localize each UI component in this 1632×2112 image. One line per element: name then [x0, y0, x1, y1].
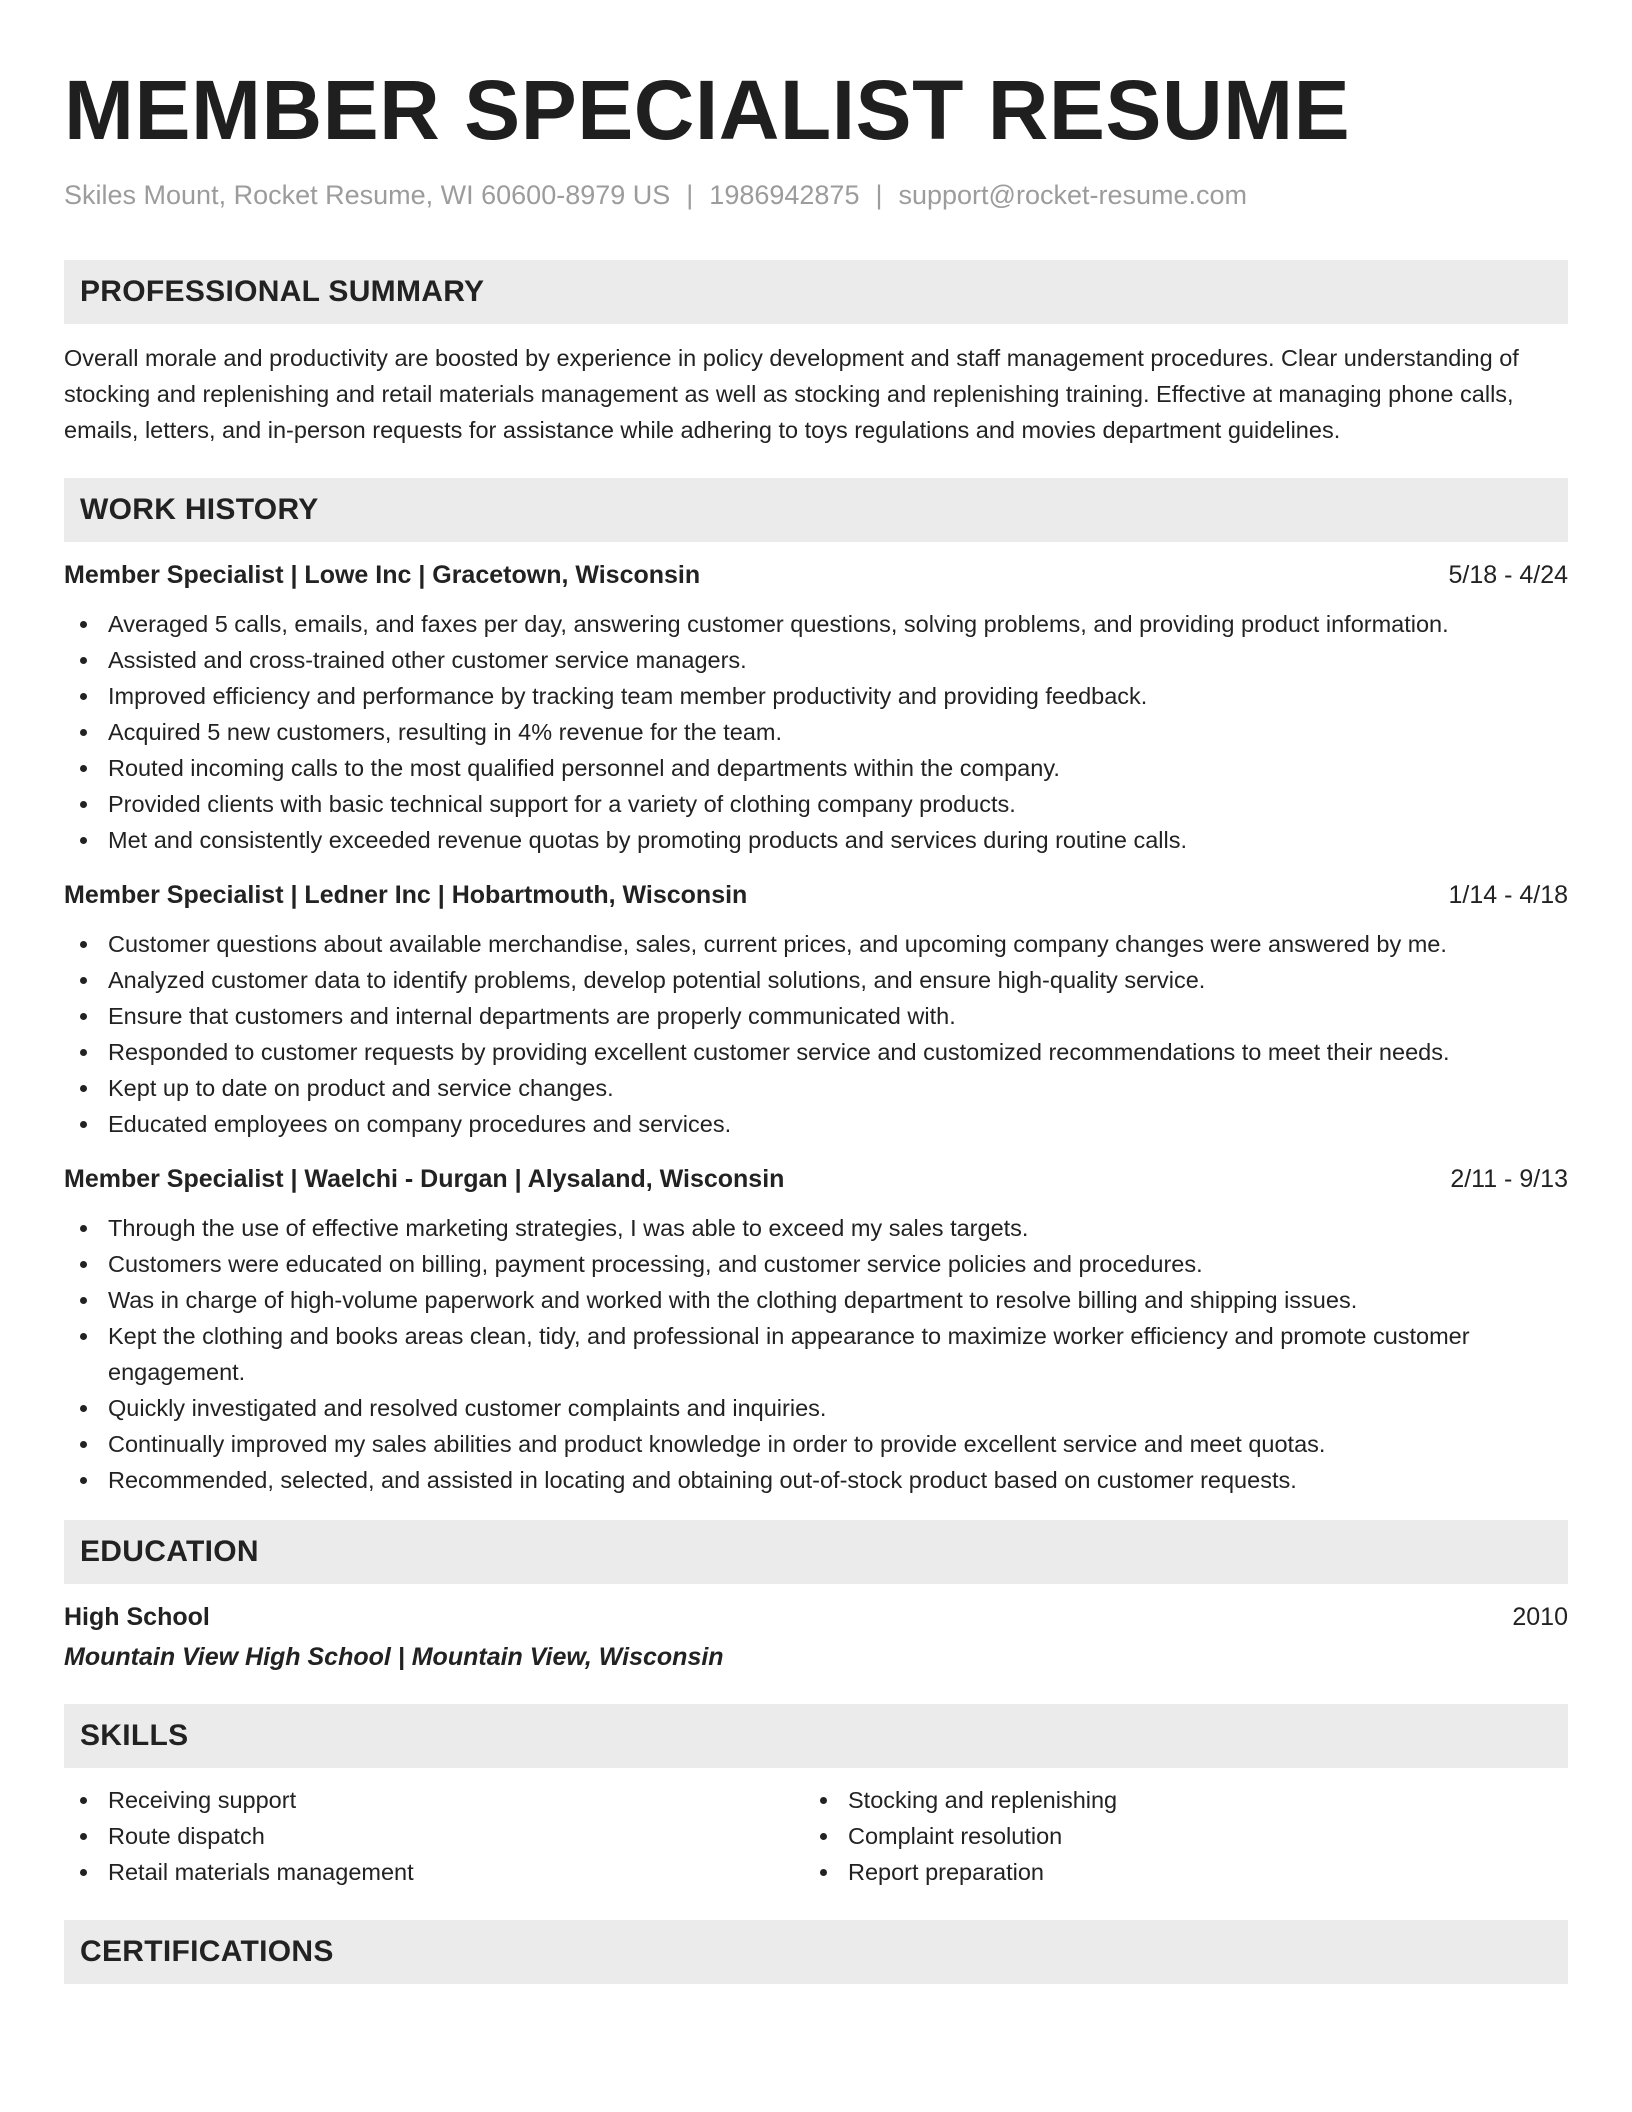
education-school: Mountain View High School | Mountain View, Wisconsin [64, 1643, 724, 1671]
list-item: Met and consistently exceeded revenue quotas by promoting products and services during routine calls. [64, 822, 1568, 858]
job-bullets [64, 1210, 1568, 1498]
job-dates: 5/18 - 4/24 [1448, 561, 1568, 589]
job-dates: 2/11 - 9/13 [1450, 1165, 1568, 1193]
job-header [64, 1162, 1568, 1196]
skill-item: Stocking and replenishing [804, 1782, 1544, 1818]
skills-column-right [804, 1782, 1544, 1890]
skill-item: Report preparation [804, 1854, 1544, 1890]
list-item: Assisted and cross-trained other customer service managers. [64, 642, 1568, 678]
list-item: Acquired 5 new customers, resulting in 4% revenue for the team. [64, 714, 1568, 750]
skill-item: Retail materials management [64, 1854, 804, 1890]
list-item: Recommended, selected, and assisted in locating and obtaining out-of-stock product based on customer requests. [64, 1462, 1568, 1498]
list-item: Educated employees on company procedures and services. [64, 1106, 1568, 1142]
job-entry [64, 558, 1568, 858]
job-header [64, 878, 1568, 912]
section-header-certifications: CERTIFICATIONS [64, 1920, 1568, 1984]
section-header-skills: SKILLS [64, 1704, 1568, 1768]
contact-separator: | [875, 180, 883, 210]
education-degree: High School [64, 1603, 210, 1631]
contact-email: support@rocket-resume.com [898, 180, 1248, 210]
education-entry [64, 1600, 1568, 1674]
list-item: Responded to customer requests by providing excellent customer service and customized recommendations to meet their needs. [64, 1034, 1568, 1070]
job-title: Member Specialist | Waelchi - Durgan | Alysaland, Wisconsin [64, 1165, 785, 1193]
job-entry [64, 878, 1568, 1142]
contact-phone: 1986942875 [709, 180, 860, 210]
section-header-work-history: WORK HISTORY [64, 478, 1568, 542]
job-dates: 1/14 - 4/18 [1448, 881, 1568, 909]
list-item: Analyzed customer data to identify problems, develop potential solutions, and ensure high-quality service. [64, 962, 1568, 998]
list-item: Ensure that customers and internal departments are properly communicated with. [64, 998, 1568, 1034]
list-item: Through the use of effective marketing strategies, I was able to exceed my sales targets. [64, 1210, 1568, 1246]
job-title: Member Specialist | Lowe Inc | Gracetown, Wisconsin [64, 561, 701, 589]
section-header-summary: PROFESSIONAL SUMMARY [64, 260, 1568, 324]
list-item: Customers were educated on billing, payment processing, and customer service policies and procedures. [64, 1246, 1568, 1282]
list-item: Kept up to date on product and service changes. [64, 1070, 1568, 1106]
contact-address: Skiles Mount, Rocket Resume, WI 60600-8979 US [64, 180, 671, 210]
contact-line [64, 178, 1568, 212]
list-item: Routed incoming calls to the most qualified personnel and departments within the company. [64, 750, 1568, 786]
skill-item: Receiving support [64, 1782, 804, 1818]
section-header-education: EDUCATION [64, 1520, 1568, 1584]
education-year: 2010 [1512, 1603, 1568, 1631]
list-item: Continually improved my sales abilities and product knowledge in order to provide excellent service and meet quotas. [64, 1426, 1568, 1462]
skills-list [64, 1782, 1568, 1890]
resume-title: MEMBER SPECIALIST RESUME [64, 63, 1351, 157]
list-item: Kept the clothing and books areas clean, tidy, and professional in appearance to maximize worker efficiency and promote customer engagement. [64, 1318, 1568, 1390]
job-header [64, 558, 1568, 592]
job-entry [64, 1162, 1568, 1498]
contact-separator: | [686, 180, 694, 210]
list-item: Provided clients with basic technical support for a variety of clothing company products. [64, 786, 1568, 822]
skill-item: Route dispatch [64, 1818, 804, 1854]
summary-text: Overall morale and productivity are boosted by experience in policy development and staff management procedures. Clear understanding of stocking and replenishing and retail materials management as well as stocking and replenishing training. Effective at managing phone calls, emails, letters, and in-person requests for assistance while adhering to toys regulations and movies department guidelines. [64, 345, 1519, 443]
list-item: Was in charge of high-volume paperwork and worked with the clothing department to resolve billing and shipping issues. [64, 1282, 1568, 1318]
list-item: Customer questions about available merchandise, sales, current prices, and upcoming company changes were answered by me. [64, 926, 1568, 962]
skills-column-left [64, 1782, 804, 1890]
list-item: Improved efficiency and performance by tracking team member productivity and providing feedback. [64, 678, 1568, 714]
job-title: Member Specialist | Ledner Inc | Hobartmouth, Wisconsin [64, 881, 748, 909]
list-item: Quickly investigated and resolved customer complaints and inquiries. [64, 1390, 1568, 1426]
education-header [64, 1600, 1568, 1634]
job-bullets [64, 606, 1568, 858]
list-item: Averaged 5 calls, emails, and faxes per day, answering customer questions, solving problems, and providing product information. [64, 606, 1568, 642]
skill-item: Complaint resolution [804, 1818, 1544, 1854]
job-bullets [64, 926, 1568, 1142]
